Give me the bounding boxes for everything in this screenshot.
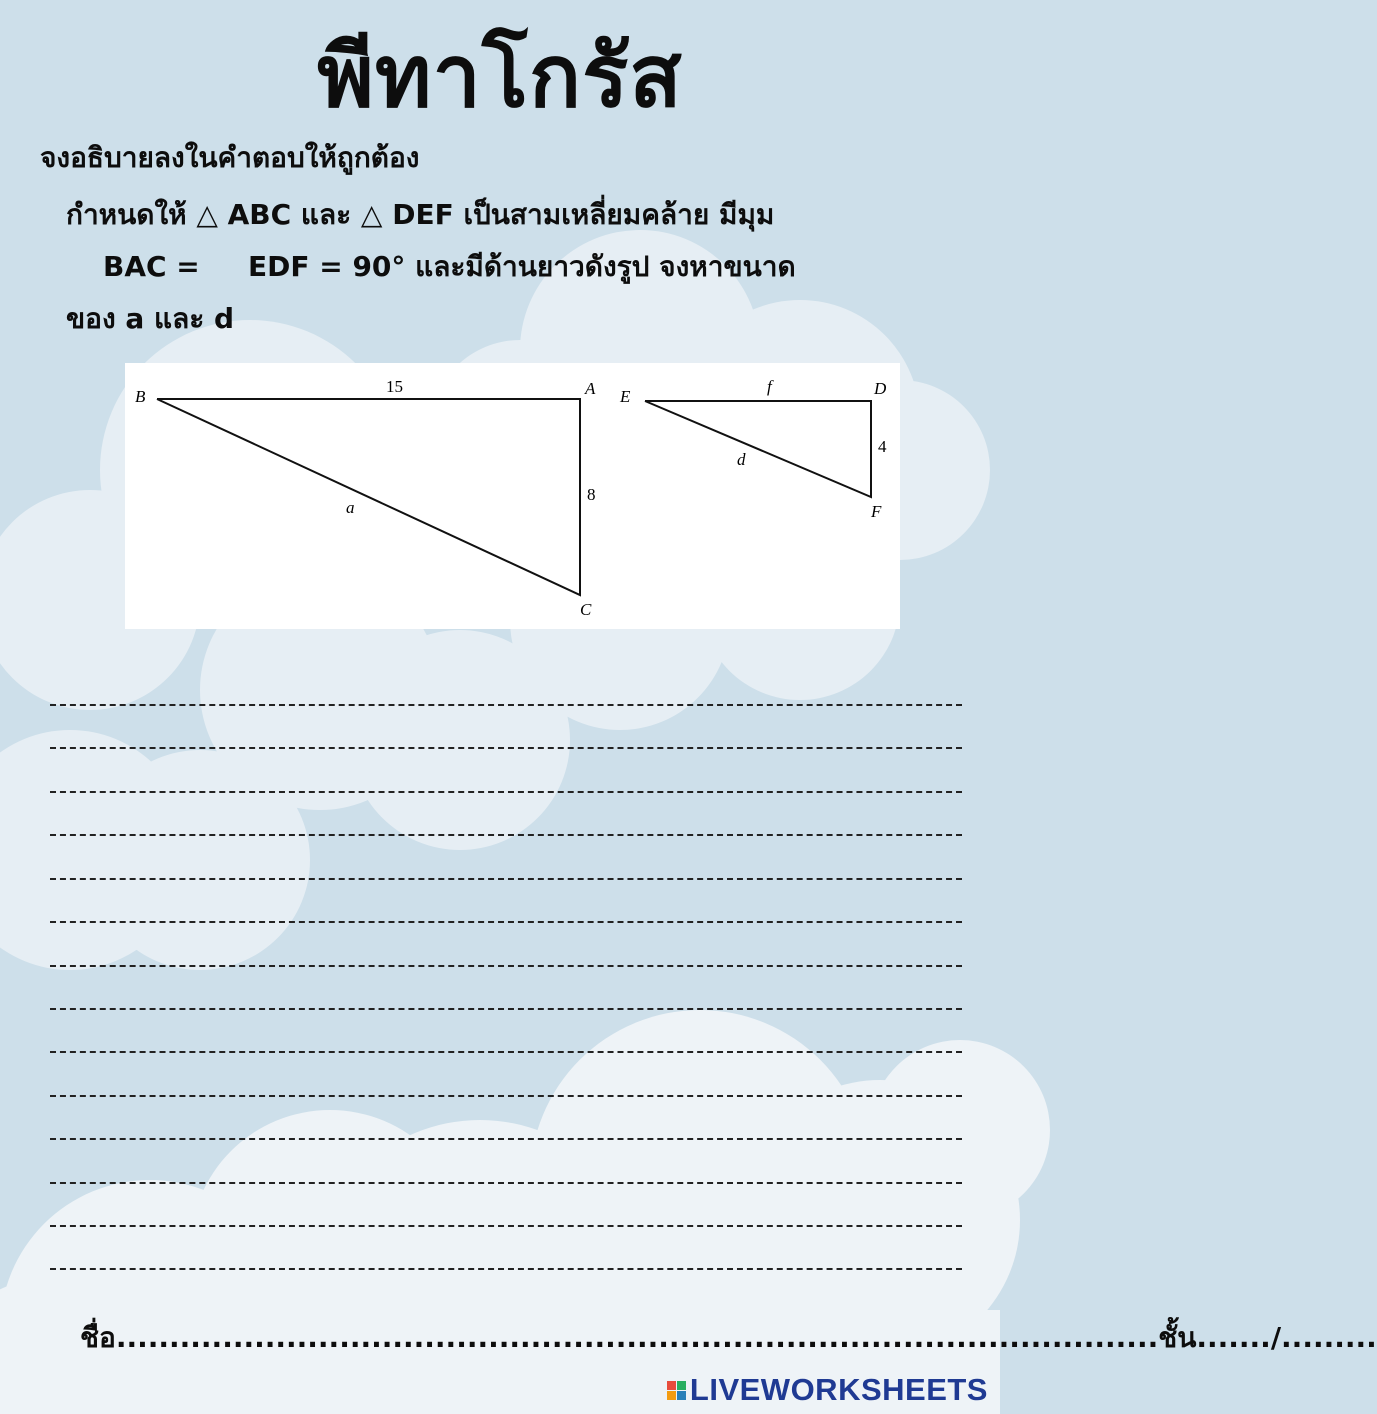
question-line-1: กำหนดให้ △ ABC และ △ DEF เป็นสามเหลี่ยมคล้าย มีมุม — [66, 198, 775, 231]
answer-line[interactable] — [50, 1095, 962, 1097]
question-line-3: ของ a และ d — [66, 302, 235, 335]
answer-line[interactable] — [50, 921, 962, 923]
answer-line[interactable] — [50, 965, 962, 967]
answer-line[interactable] — [50, 1138, 962, 1140]
side-ef-label: d — [737, 450, 746, 469]
answer-line[interactable] — [50, 834, 962, 836]
side-ac-label: 8 — [587, 485, 596, 504]
instruction-text: จงอธิบายลงในคำตอบให้ถูกต้อง — [40, 141, 420, 174]
question-line-2b: EDF = 90° และมีด้านยาวดังรูป จงหาขนาด — [248, 250, 796, 283]
answer-line[interactable] — [50, 1008, 962, 1010]
name-field[interactable]: ชื่อ.................................................................................................. — [80, 1321, 1159, 1354]
brand-text: LIVEWORKSHEETS — [689, 1372, 988, 1407]
answer-line[interactable] — [50, 747, 962, 749]
answer-line[interactable] — [50, 1182, 962, 1184]
side-df-label: 4 — [878, 437, 887, 456]
question-line-2a: BAC = — [103, 250, 200, 283]
student-info — [80, 1318, 1377, 1358]
answer-line[interactable] — [50, 1051, 962, 1053]
liveworksheets-icon — [667, 1381, 686, 1400]
vertex-b-label: B — [135, 387, 146, 406]
answer-line[interactable] — [50, 791, 962, 793]
answer-line[interactable] — [50, 878, 962, 880]
answer-line[interactable] — [50, 1268, 962, 1270]
triangle-figure — [125, 363, 900, 629]
liveworksheets-logo — [667, 1372, 988, 1408]
answer-line[interactable] — [50, 1225, 962, 1227]
vertex-a-label: A — [585, 379, 596, 398]
side-ed-label: f — [767, 377, 772, 396]
vertex-d-label: D — [874, 379, 887, 398]
triangle-abc — [157, 399, 580, 595]
side-bc-label: a — [346, 498, 355, 517]
side-ab-label: 15 — [386, 377, 403, 396]
page-title: พีทาโกรัส — [317, 27, 683, 127]
vertex-e-label: E — [620, 387, 631, 406]
answer-line[interactable] — [50, 704, 962, 706]
vertex-f-label: F — [871, 502, 882, 521]
vertex-c-label: C — [580, 600, 592, 619]
class-field[interactable]: ชั้น......./......... — [1158, 1321, 1377, 1354]
triangle-def — [645, 401, 871, 497]
